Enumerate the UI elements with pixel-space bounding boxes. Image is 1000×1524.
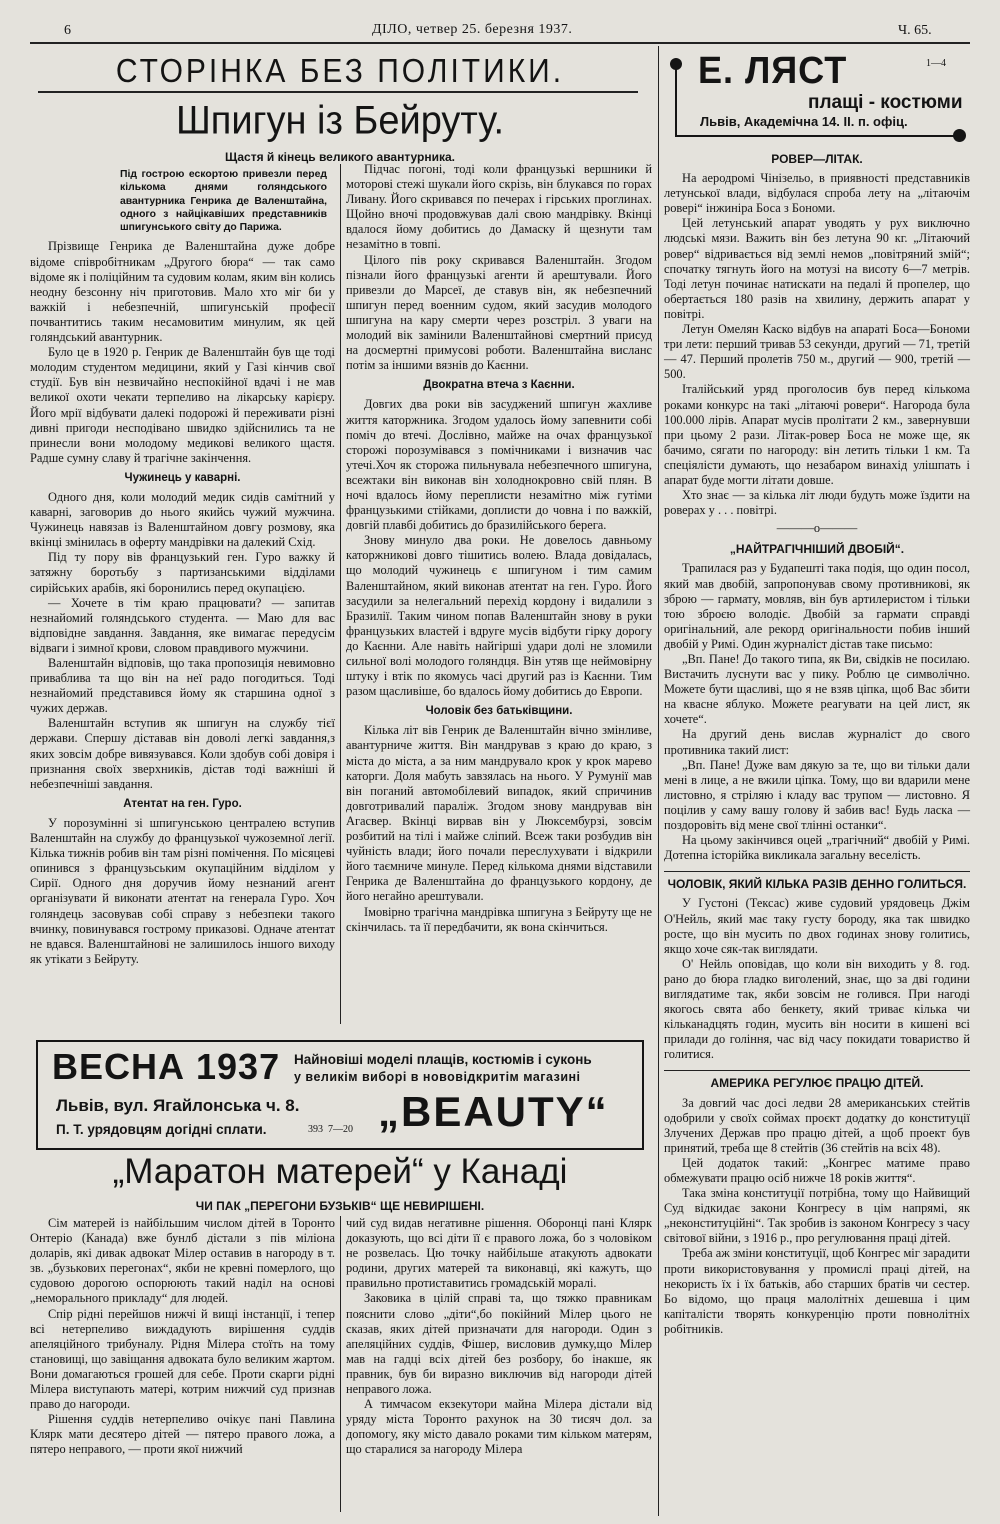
spy-paragraph: У порозумінні зі шпигунською централею вступив Валенштайн на службу до французької чужоземної легії. Кілька тижнів робив він там різні помічення. По місяцеві опинився з французьським окупаційним відділом у Сирії. Одного дня доручив йому незнаний агент організувати й виконати атентат на генерала Гуро. Хоч голяндець засовував собі справу з небезпеки такого вчинку, повинувався гострому приказові. Одначе атентат не вдався. Валенштайнові не залишилось іншого виходу як утікати з Бейруту. bbox=[30, 815, 335, 966]
spy-subheading: Чужинець у каварні. bbox=[124, 471, 241, 484]
article-divider bbox=[664, 871, 970, 872]
ad-beauty-tagline-1: Найновіші моделі плащів, костюмів і суконь bbox=[294, 1052, 592, 1067]
ad-beauty-brand: „BEAUTY“ bbox=[378, 1088, 609, 1135]
column-divider bbox=[340, 164, 341, 1024]
ad-lyast-end-bullet-icon bbox=[953, 129, 966, 142]
marathon-paragraph: чий суд видав негативне рішення. Оборонці пані Клярк доказують, що всі діти її є правого ложа, бо з чоловіком не розвелась. Цю точку найбільше атакують адвокати родини, других матерей та виконавці, які кажуть, що правильно протиставитись громадській моралі. bbox=[346, 1216, 652, 1291]
ad-beauty-tagline-2: у великім виборі в нововідкритім магазині bbox=[294, 1070, 581, 1084]
duel-paragraph: На другий день вислав журналіст до свого противника такий лист: bbox=[664, 727, 970, 757]
marathon-paragraph: А тимчасом екзекутори майна Мілера дістали від уряду міста Торонто рахунок на 30 тисяч дол. за допомогу, яку місто давало роками тим кільком матерям, що старалися за нагороду Мілера bbox=[346, 1397, 652, 1457]
marathon-paragraph: Спір рідні перейшов нижчі й вищі інстанції, і тепер всі нетерпеливо виждадують вирішення суддів апеляційного трибуналу. Рідня Мілера стоїть на тому становищі, що завіщання адвоката було великим жартом. Вони домагаються грошей для себе. Проти скарги рідні Мілера виступають матері, котрим нижчий суд признав право до нагороди. bbox=[30, 1306, 335, 1412]
spy-paragraph: Кілька літ вів Генрик де Валенштайн вічно змінливе, авантурниче життя. Він мандрував з краю до краю, з міста до міста, а за ним мандрувало крок у крок марево каторги. Доля мабуть завзялась на нього. У Румунії мав він поганий автомобілевий випадок, який спричинив довготривалий параліж. Згодом знову мандрував він Агасвер. Вкінці вирвав він у Люксембурзі, зовсім розбитий на тілі і майже сліпий. Всеж таки розбудив він чуйність влади; його почали переслухувати і відкрили його таємниче минуле. Перед кількома днями відставили Генрика де Валенштайна до французького кордону, де його негайно арештували. bbox=[346, 723, 652, 904]
duel-paragraph: „Вп. Пане! Дуже вам дякую за те, що ви тільки дали мені в лице, а не вжили ціпка. Тому, що ви вдарили мене листовно, я стріляю і кладу вас трупом — листовно. Я поцілив у саму вашу голову й забив вас! Будь ласка — поздоровіть від мене свої тлінні останки“. bbox=[664, 757, 970, 833]
duel-paragraph: На цьому закінчився оцей „трагічний“ двобій у Римі. Дотепна історійка викликала загальну веселість. bbox=[664, 833, 970, 863]
america-article-title: АМЕРИКА РЕГУЛЮЄ ПРАЦЮ ДІТЕЙ. bbox=[710, 1076, 924, 1091]
section-title: СТОРІНКА БЕЗ ПОЛІТИКИ. bbox=[115, 53, 565, 90]
ad-beauty bbox=[36, 1040, 644, 1150]
duel-paragraph: Трапилася раз у Будапешті така подія, що один посол, який мав двобій, запропонував свому противникові, як зброю — гармату, мовляв, він був артилеристом і тільки тою зброєю володіє. Двобій за гармати справді оригінальний, але рекорд оригінальности побив інший двобій у Римі. Один журналіст дістав таке письмо: bbox=[664, 561, 970, 651]
marathon-paragraph: Сім матерей із найбільшим числом дітей в Торонто Онтеріо (Канада) вже бунлб дістали з пів міліона доларів, які дивак адвокат Мілер оставив в нагороду в т. зв. „бузькових перегонах“, якби не кревні померлого, що судовою дорогою оспорюють такий наділ на основі „неморального прикладу“ для людей. bbox=[30, 1216, 335, 1306]
america-paragraph: Треба аж зміни конституції, щоб Конгрес міг зарадити проти використовування у промислі праці дітей, на некористь їх і їх батьків, або старших братів чи сестер. Бо відомо, що праця малолітніх дешевша і цим капіталісти творять конкуренцію проти повнолітніх робітників. bbox=[664, 1246, 970, 1336]
ad-beauty-address: Львів, вул. Ягайлонська ч. 8. bbox=[56, 1096, 300, 1115]
beard-paragraph: О' Нейль оповідав, що коли він виходить у 8. год. рано до бюра гладко виголений, знає, що за дві години виглядатиме так, якби зовсім не голився. При нагоді якогось свята або бенкету, який триває кілька чи кільканадцять годин, мусить він носити в кишені всі прилади до гоління, час від часу покидати товариство й голитися. bbox=[664, 956, 970, 1062]
ad-lyast-name: Е. ЛЯСТ bbox=[698, 50, 848, 92]
duel-article-title: „НАЙТРАГІЧНІШИЙ ДВОБІЙ“. bbox=[729, 542, 905, 557]
bicycle-paragraph: Хто знає — за кілька літ люди будуть може їздити на роверах у . . . повітрі. bbox=[664, 488, 970, 518]
spy-article-column-2 bbox=[346, 162, 652, 935]
spy-paragraph: Довгих два роки вів засуджений шпигун жахливе життя каторжника. Згодом удалось йому запевнити собі поміч до втечі. Дослівно, майже на очах французької сторожі порозумівався з помічниками і визначив час утечі.Хоч як сторожа пильнувала небезпечного шпигуна, всежтаки він виконав він холоднокровно свій плян. В ночі вдалось йому переплисти незамітно між гутіми французькими стійками, доплисти до човна і по важкій, довгій плавбі добитись до бразилійського берега. bbox=[346, 397, 652, 533]
marathon-paragraph: Заковика в цілій справі та, що тяжко правникам пояснити слово „діти“,бо покійний Мілер цього не сказав, яких дітей призначати для нагороди. Один з апеляційних суддів, Фішер, висловив думку,що Мілер мав на гадці всіх дітей без розбору, бо інакше, як правник, був би виразно виключив від нагороди дітей неправого ложа. bbox=[346, 1291, 652, 1397]
ad-lyast-left-line bbox=[675, 66, 677, 136]
bicycle-paragraph: Летун Омелян Каско відбув на апараті Боса—Бономи три лети: перший тривав 53 секунди, другий — 71, третій — 47. Перший пролетів 750 м., другий — 900, третій — 500. bbox=[664, 322, 970, 382]
spy-paragraph: Валенштайн вступив як шпигун на службу тієї держави. Спершу діставав він доволі легкі завдання,з яких зовсім добре вивязувався. Коли здобув собі довіря і признання своїх зверхників, дістав тоді важніші й небезпечніші завдання. bbox=[30, 716, 335, 791]
bicycle-paragraph: Цей летунський апарат уводять у рух виключно людські мязи. Важить він без летуна 90 кг. „Літаючий ровер“ відривається від землі немов „повітряний змій“; спочатку тягнуть його на мотузі на висоту 6—7 метрів. Тоді летун починає натискати на педалі й пропелер, що обертається 180 разів на хвилину, держить апарат у повітрі. bbox=[664, 216, 970, 321]
spy-paragraph: Цілого пів року скривався Валенштайн. Згодом пізнали його французькі агенти й арештували. Його привезли до Марсеї, де ставув він, як небезпечний шпигун перед военним судом, який засудив молодого шпигуна на кару смерти через розстріл. З уваги на молодий вік замінили Валенштайнові смертний присуд на досмертні примусові роботи. Валенштайна висланс потім за іншими вязнів до Каєнни. bbox=[346, 252, 652, 373]
bicycle-article-title: РОВЕР—ЛІТАК. bbox=[771, 152, 863, 166]
ad-lyast-bottom-line bbox=[675, 135, 958, 137]
page-column-divider bbox=[658, 46, 659, 1516]
spy-subheading: Атентат на ген. Гуро. bbox=[123, 797, 242, 810]
spy-paragraph: Знову минуло два роки. Не довелось давньому каторжникові довго тішитись волею. Влада довідалась, що молодий чужинець є шпигуном і тим самим Валенштайном, який виконав атентат на ген. Гуро. Його засудили за нелегальний перехід кордону і видалили з Бразилії. Таким чином попав Валенштайн знову в руки французьких властей і вдруге мусів відбути гірку дорогу до Каєнни. Але навіть найгірші удари долі не зломили сильної волі молодого голяндця. Він утяв ще неймовірну штуку і втік по якомусь часі другий раз із Каєнни. Тим разом щасливіше, бо вдалось йому добитись до Европи. bbox=[346, 533, 652, 699]
ad-lyast-goods: плащі - костюми bbox=[808, 92, 963, 113]
ad-beauty-season: ВЕСНА 1937 bbox=[52, 1046, 281, 1087]
right-column bbox=[664, 152, 970, 1337]
bicycle-paragraph: Італійський уряд проголосив був перед кількома роками конкурс на такі „літаючі ровери“. Нагорода була 100.000 лірів. Апарат мусів пролітати 2 км., завернувши при цьому 2 рази. Літак-ровер Боса не може ще, як бачимо, сягати по нагороду: він летить тільки 1 км. Та спеціялісти думають, що незабаром винахід улішпать і апарат буде могти літати довше. bbox=[664, 382, 970, 487]
duel-paragraph: „Вп. Пане! До такого типа, як Ви, свідків не посилаю. Вистачить луснути вас у пику. Роблю це символічно. Можете бути щасливі, що я не взяв ціпка, щоб Вас збити на квасне яблуко. Можете реагувати на цей лист, як хочете“. bbox=[664, 652, 970, 727]
marathon-column-1 bbox=[30, 1216, 335, 1458]
america-paragraph: Цей додаток такий: „Конгрес матиме право обмежувати працю осіб нижче 18 років життя“. bbox=[664, 1155, 970, 1185]
spy-paragraph: Було це в 1920 р. Генрик де Валенштайн був ще тоді молодим студентом медицини, який у Газі кінчив свої студії. Був він незвичайно неспокійної вдачі і не мав великої охоти чекати терпеливо на лікарську карієру. Його мрії відбувати далекі подорожі й переживати різні дивні пригоди несподівано швидко здійснились та не принесли вони молодому медикові великого щастя. Радше сумну славу й трагічне закінчення. bbox=[30, 345, 335, 465]
issue-number: Ч. 65. bbox=[898, 23, 932, 38]
spy-subheading: Двократна втеча з Каєнни. bbox=[423, 379, 575, 392]
column-divider bbox=[340, 1216, 341, 1512]
ad-beauty-terms: П. Т. урядовцям догідні сплати. bbox=[56, 1122, 267, 1137]
spy-paragraph: Підчас погоні, тоді коли французькі вершники й моторові стежі шукали його скрізь, він блукався по горах Ливану. Його скривався по печерах і гірських проглинах. Щойно вночі продовжував далі свою мандрівку. Вкінці вдалося йому добитись до Дамаску й щезнути там незамітно в товпі. bbox=[346, 162, 652, 252]
newspaper-dateline: ДІЛО, четвер 25. березня 1937. bbox=[372, 22, 573, 37]
spy-paragraph: Імовірно трагічна мандрівка шпигуна з Бейруту ще не скінчилась. та її передбачити, як вона скінчиться. bbox=[346, 904, 652, 934]
bicycle-paragraph: На аеродромі Чінізельо, в приявності представників летунської влади, відбулася спроба лету на „літаючім ровері“ інжиніра Боса з Бономи. bbox=[664, 171, 970, 216]
article-divider bbox=[664, 1070, 970, 1071]
beard-article-title: ЧОЛОВІК, ЯКИЙ КІЛЬКА РАЗІВ ДЕННО ГОЛИТЬСЯ. bbox=[667, 877, 967, 892]
spy-paragraph: Одного дня, коли молодий медик сидів самітний у каварні, заговорив до нього якийсь чужий мужчина. Чужинець навязав із Валенштайном довгу розмову, яка вкінці змінилась в оферту мандрівки на далекий Схід. bbox=[30, 489, 335, 550]
spy-paragraph: Валенштайн відповів, що така пропозиція невимовно приваблива та що він на неї радо погодиться. Тоді незнайомий представився йому як старшина одної з чужих держав. bbox=[30, 656, 335, 716]
marathon-paragraph: Рішення суддів нетерпеливо очікує пані Павлина Кляpк мати десятеро дітей — пятеро правого ложа, а пятеро неправого, — проти якої нижчий bbox=[30, 1412, 335, 1457]
ad-lyast bbox=[668, 48, 968, 140]
spy-lead: Під гострою ескортою привезли перед кількома днями голяндського авантурника Генрика де Валенштайна, одного з найцікавіших представників шпигунського світу до Парижа. bbox=[120, 169, 327, 234]
spy-paragraph: Під ту пору вів французький ген. Гуро важку й затяжну боротьбу з партизанськими відділами сирійських арабів, які боронились перед окупацією. bbox=[30, 550, 335, 595]
marathon-column-2 bbox=[346, 1216, 652, 1458]
article-separator: ———о——— bbox=[776, 521, 858, 536]
spy-subheading: Чоловік без батьківщини. bbox=[425, 705, 573, 718]
section-title-underline bbox=[38, 91, 638, 93]
marathon-article-subtitle: ЧИ ПАК „ПЕРЕГОНИ БУЗЬКІВ“ ЩЕ НЕВИРІШЕНІ. bbox=[195, 1199, 485, 1213]
marathon-article-title: „Маратон матерей“ у Канаді bbox=[112, 1152, 568, 1191]
page-number: 6 bbox=[64, 23, 71, 38]
beard-paragraph: У Густоні (Тексас) живе судовий урядовець Джім О'Нейль, який має таку густу бороду, яка так швидко росте, що він мусить по двох годинах знову голитись, якщо хоче сяк-так виглядати. bbox=[664, 896, 970, 956]
spy-article-subtitle: Щастя й кінець великого авантурника. bbox=[224, 150, 456, 164]
ad-beauty-code: 393 7—20 bbox=[308, 1124, 353, 1135]
spy-paragraph: — Хочете в тім краю працювати? — запитав незнайомий голяндського студента. — Маю для вас відповідне завдання. Завдання, яке вимагає передусім відваги і зимної крови, словом правдивого мужчини. bbox=[30, 595, 335, 655]
spy-paragraph: Прізвище Генрика де Валенштайна дуже добре відоме співробітникам „Другого бюра“ — так само відоме як і поліційним та судовим колам, яким він колись неодну безсонну ніч приготовив. Мало хто міг би у важкій і небезпечній, шпигунській професії почвантитись таким несамовитим минулим, як цей голяндський авантурник. bbox=[30, 239, 335, 345]
ad-lyast-code: 1—4 bbox=[926, 58, 946, 69]
header-rule bbox=[30, 42, 970, 44]
ad-lyast-address: Львів, Академічна 14. II. п. офіц. bbox=[700, 114, 908, 129]
america-paragraph: За довгий час досі ледви 28 американських стейтів одобрили у своїх соймах проєкт додатку до конституції Злучених Держав про працю дітей, а щоб проект був принятий, треба ще 8 стейтів (36 стейтів на всіх 48). bbox=[664, 1095, 970, 1155]
america-paragraph: Така зміна конституції потрібна, тому що Найвищий Суд відкидає закони Конгресу в цім напрямі, як „неконституційні“. Так зробив із законом Конгресу з часу світової війни, з 1916 р., про регулювання праці дітей. bbox=[664, 1186, 970, 1246]
spy-article-column-1 bbox=[30, 168, 335, 967]
spy-article-title: Шпигун із Бейруту. bbox=[175, 98, 505, 144]
